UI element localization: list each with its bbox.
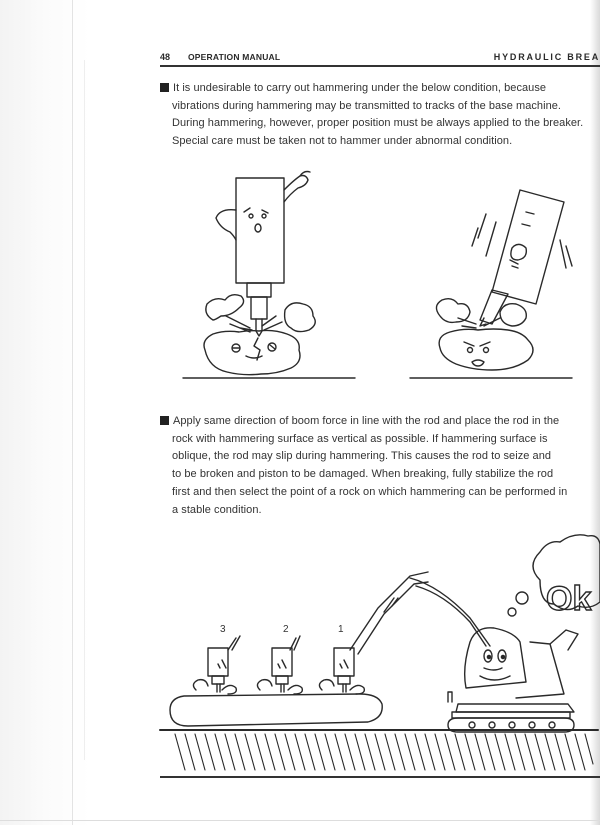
text-line: to be broken and piston to be damaged. When breaking, fully stabilize the rod — [172, 468, 554, 481]
text-line: During hammering, however, proper position must be always applied to the breaker. — [172, 117, 584, 130]
bullet-square-icon — [160, 416, 169, 425]
text-line: rock with hammering surface as vertical as possible. If hammering surface is — [172, 432, 548, 445]
page-number: 48 — [160, 52, 171, 62]
paragraph-hammering-condition — [160, 80, 600, 151]
bullet-square-icon — [160, 83, 169, 92]
scan-artifact-line — [72, 0, 73, 825]
text-line: oblique, the rod may slip during hammering. This causes the rod to seize and — [172, 450, 552, 463]
footer-rule — [160, 776, 600, 778]
text-line — [160, 80, 600, 98]
paragraph-boom-force-direction — [160, 413, 600, 519]
manual-title: OPERATION MANUAL — [188, 52, 281, 62]
scan-artifact-line — [84, 60, 85, 760]
text-line: vibrations during hammering may be transmitted to tracks of the base machine. — [172, 99, 562, 112]
text-line: Special care must be taken not to hammer under abnormal condition. — [172, 135, 513, 148]
text-line — [160, 413, 600, 431]
scan-margin — [0, 0, 90, 825]
position-label-1: 1 — [338, 624, 344, 635]
scan-artifact-line — [0, 820, 600, 821]
position-label-3: 3 — [220, 624, 226, 635]
text-line-content: Apply same direction of boom force in line with the rod and place the rod in the — [173, 415, 560, 427]
position-label-2: 2 — [283, 624, 289, 635]
page-header — [160, 52, 600, 66]
section-title: HYDRAULIC BREA — [493, 52, 600, 62]
text-line: first and then select the point of a rock on which hammering can be performed in — [172, 485, 568, 498]
header-rule — [160, 65, 600, 67]
text-line-content: It is undesirable to carry out hammering under the below condition, because — [173, 82, 547, 94]
ground-hatching — [175, 734, 593, 770]
ok-bubble-text: Ok — [546, 580, 592, 618]
text-line: a stable condition. — [172, 503, 262, 516]
